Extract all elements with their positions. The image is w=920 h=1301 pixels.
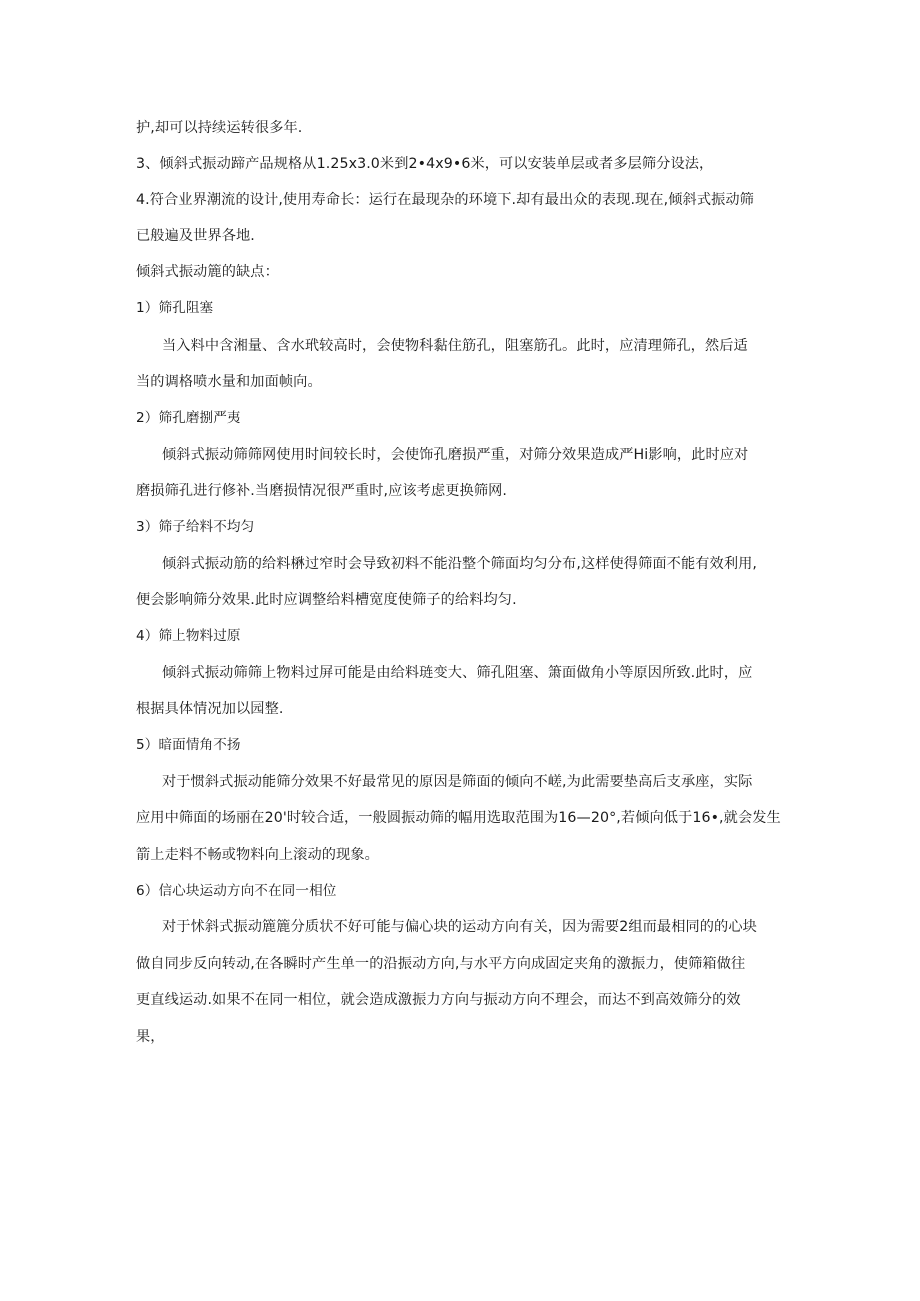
section-4-line-1: 倾斜式振动筛筛上物料过屏可能是由给料琏变大、筛孔阻塞、箫面做角小等原因所致.此时，应 bbox=[162, 665, 753, 681]
section-1-heading: 1）筛孔阻塞 bbox=[136, 300, 214, 316]
section-5-heading: 5）暗面情角不扬 bbox=[136, 737, 241, 753]
section-3-heading: 3）筛子给料不均匀 bbox=[136, 519, 255, 535]
section-2-heading: 2）筛孔磨捌严夷 bbox=[136, 410, 241, 426]
section-5-line-2: 应用中筛面的场丽在20'时较合适，一般圆振动筛的幅用选取范围为16—20°,若倾向低于16•,就会发生 bbox=[136, 810, 781, 826]
section-6-line-3: 更直线运动.如果不在同一相位，就会造成激振力方向与振动方向不理会，而达不到高效筛分的效 bbox=[136, 992, 741, 1008]
section-6-line-4: 果， bbox=[136, 1029, 165, 1045]
section-6-line-2: 做自同步反向转动,在各瞬时产生单一的沿振动方向,与水平方向成固定夹角的激振力，使筛箱做往 bbox=[136, 956, 746, 972]
item-4-line-2: 已般遍及世界各地. bbox=[136, 228, 255, 244]
continuation-line: 护,却可以持续运转很多年. bbox=[136, 120, 303, 136]
section-3-line-1: 倾斜式振动筋的给料楙过窄时会导致初料不能沿整个筛面均匀分布,这样使得筛面不能有效利用, bbox=[162, 556, 758, 572]
section-4-heading: 4）筛上物料过原 bbox=[136, 628, 241, 644]
section-1-line-1: 当入料中含湘量、含水玳较高时，会使物科黏住筋孔，阻塞筋孔。此时，应清理筛孔，然后适 bbox=[162, 338, 748, 354]
section-6-line-1: 对于怵斜式振动簏簏分质状不好可能与偏心块的运动方向有关，因为需要2组而最相同的的心块 bbox=[162, 919, 757, 935]
drawbacks-title: 倾斜式振动簏的缺点： bbox=[136, 264, 279, 280]
section-2-line-2: 磨损筛孔进行修补.当磨损情况很严重时,应该考虑更换筛网. bbox=[136, 483, 508, 499]
section-3-line-2: 便会影响筛分效果.此时应调整给料槽宽度使筛子的给料均匀. bbox=[136, 592, 517, 608]
section-5-line-1: 对于惯斜式振动能筛分效果不好最常见的原因是筛面的倾向不嵯,为此需要垫高后支承座，实际 bbox=[162, 774, 753, 790]
section-1-line-2: 当的调格喷水量和加面帧向。 bbox=[136, 374, 322, 390]
section-4-line-2: 根据具体情况加以园整. bbox=[136, 701, 284, 717]
item-4-line-1: 4.符合业界潮流的设计,使用寿命长：运行在最现杂的环境下.却有最出众的表现.现在,倾斜式振动筛 bbox=[136, 192, 754, 208]
section-6-heading: 6）信心块运动方向不在同一相位 bbox=[136, 883, 337, 899]
section-2-line-1: 倾斜式振动筛筛网使用时间较长时，会使饰孔磨损严重，对筛分效果造成严Hi影响，此时应对 bbox=[162, 447, 749, 463]
item-3-paragraph: 3、倾斜式振动蹄产品规格从1.25x3.0米到2•4x9•6米，可以安装单层或者多层筛分设法， bbox=[136, 156, 714, 172]
section-5-line-3: 箭上走料不畅或物料向上滚动的现象。 bbox=[136, 847, 379, 863]
